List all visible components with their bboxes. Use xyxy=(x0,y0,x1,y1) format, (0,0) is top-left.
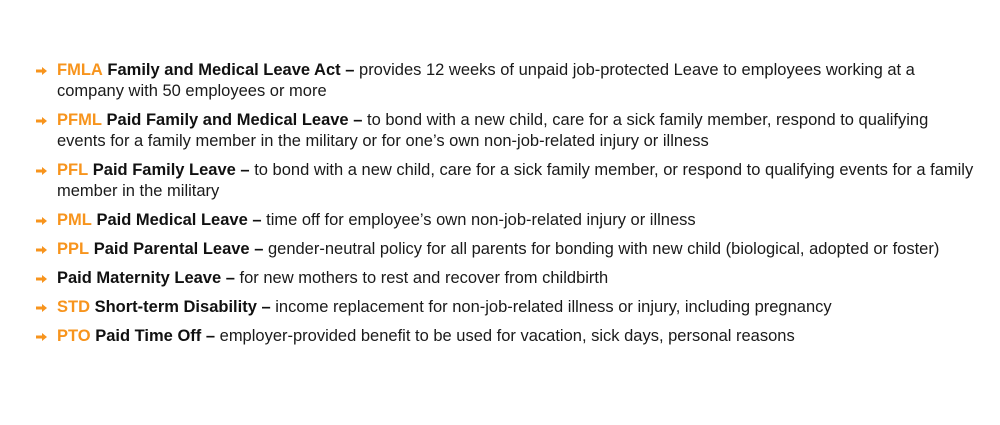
arrow-right-icon xyxy=(36,217,47,225)
description: gender-neutral policy for all parents for bonding with new child (biological, adopted or foster) xyxy=(267,240,940,258)
term: Paid Medical Leave xyxy=(96,211,248,229)
dash: – xyxy=(247,211,267,229)
arrow-right-icon xyxy=(36,117,47,125)
abbreviation: FMLA xyxy=(57,61,103,79)
description: income replacement for non-job-related illness or injury, including pregnancy xyxy=(275,298,832,316)
list-item-pfml xyxy=(36,110,976,152)
list-item-pml xyxy=(36,210,976,231)
term: Paid Family Leave xyxy=(92,161,236,179)
abbreviation: PTO xyxy=(57,327,91,345)
arrow-right-icon xyxy=(36,167,47,175)
description: for new mothers to rest and recover from childbirth xyxy=(239,269,609,287)
dash: – xyxy=(249,240,268,258)
arrow-right-icon xyxy=(36,304,47,312)
abbreviation: PML xyxy=(57,211,92,229)
term: Paid Time Off xyxy=(95,327,202,345)
description: time off for employee’s own non-job-related injury or illness xyxy=(266,211,696,229)
leave-types-list xyxy=(36,60,976,355)
abbreviation: STD xyxy=(57,298,90,316)
arrow-right-icon xyxy=(36,275,47,283)
description: provides 12 weeks of unpaid job-protected Leave to employees working at a company with 50 employees or more xyxy=(57,61,915,100)
list-item-maternity xyxy=(36,268,976,289)
dash: – xyxy=(340,61,360,79)
description: to bond with a new child, care for a sick family member, respond to qualifying events for a family member in the military or for one’s own non-job-related injury or illness xyxy=(57,111,929,150)
list-item-std xyxy=(36,297,976,318)
list-item-pto xyxy=(36,326,976,347)
dash: – xyxy=(235,161,255,179)
description: to bond with a new child, care for a sick family member, or respond to qualifying events for a family member in the military xyxy=(57,161,974,200)
arrow-right-icon xyxy=(36,246,47,254)
term: Paid Family and Medical Leave xyxy=(106,111,349,129)
term: Short-term Disability xyxy=(94,298,257,316)
dash: – xyxy=(201,327,220,345)
term: Paid Maternity Leave xyxy=(57,269,222,287)
term: Family and Medical Leave Act xyxy=(107,61,341,79)
list-item-pfl xyxy=(36,160,976,202)
dash: – xyxy=(348,111,367,129)
dash: – xyxy=(221,269,240,287)
arrow-right-icon xyxy=(36,67,47,75)
abbreviation: PFL xyxy=(57,161,89,179)
description: employer-provided benefit to be used for vacation, sick days, personal reasons xyxy=(219,327,795,345)
term: Paid Parental Leave xyxy=(93,240,250,258)
abbreviation: PFML xyxy=(57,111,102,129)
arrow-right-icon xyxy=(36,333,47,341)
list-item-ppl xyxy=(36,239,976,260)
abbreviation: PPL xyxy=(57,240,90,258)
list-item-fmla xyxy=(36,60,976,102)
dash: – xyxy=(256,298,276,316)
